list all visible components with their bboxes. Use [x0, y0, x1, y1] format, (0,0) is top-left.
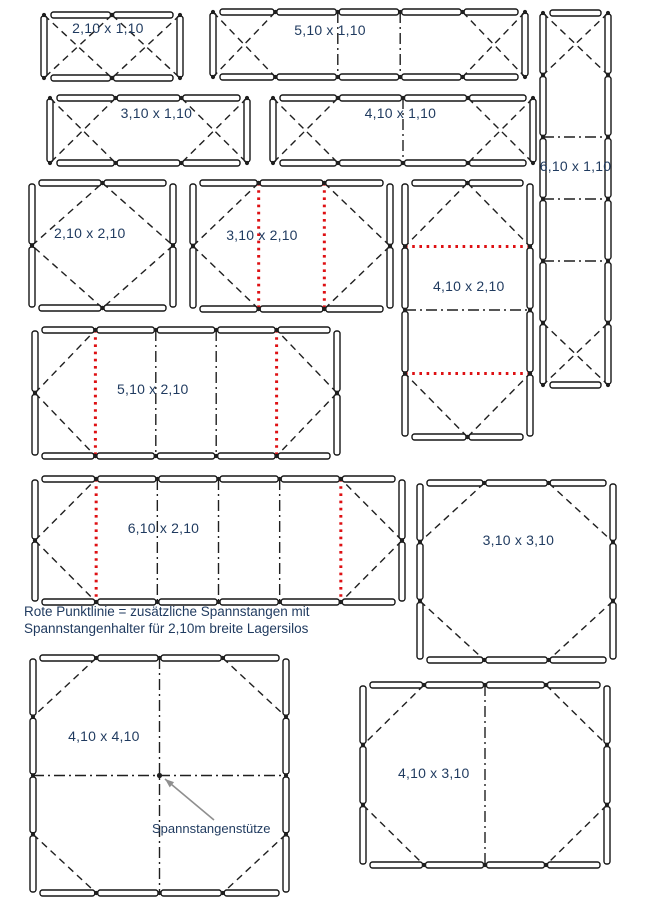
- silo-label-3-10x1-10: 3,10 x 1,10: [120, 104, 193, 121]
- silo-label-3-10x3-10: 3,10 x 3,10: [482, 531, 555, 548]
- silo-label-4-10x3-10: 4,10 x 3,10: [398, 765, 470, 782]
- silo-4-10-x-4-10: [30, 655, 289, 896]
- silo-6-10-x-1-10: [540, 10, 611, 388]
- silo-label-2-10x1-10: 2,10 x 1,10: [72, 19, 144, 36]
- silo-label-2-10x2-10: 2,10 x 2,10: [54, 225, 126, 241]
- silo-label-5-10x1-10: 5,10 x 1,10: [294, 21, 366, 38]
- silo-3-10-x-3-10: [417, 480, 616, 663]
- silo-4-10-x-2-10: [402, 180, 533, 440]
- legend-note-line1: Rote Punktlinie = zusätzliche Spannstangen mit: [24, 604, 310, 619]
- silo-label-6-10x2-10: 6,10 x 2,10: [127, 520, 200, 537]
- silo-label-6-10x1-10: 6,10 x 1,10: [539, 157, 612, 174]
- legend-note-line2: Spannstangenhalter für 2,10m breite Lagersilos: [24, 621, 309, 636]
- spannstangenstuetze-arrow: [165, 779, 214, 820]
- silo-6-10-x-2-10: [32, 476, 405, 605]
- silo-label-4-10x2-10: 4,10 x 2,10: [433, 277, 505, 294]
- spannstangenstuetze-label: Spannstangenstütze: [152, 821, 271, 836]
- silo-label-4-10x4-10: 4,10 x 4,10: [68, 727, 140, 744]
- silo-3-10-x-2-10: [190, 180, 393, 312]
- silo-label-5-10x2-10: 5,10 x 2,10: [117, 381, 189, 398]
- silo-2-10-x-2-10: [29, 180, 176, 311]
- legend-note: [24, 603, 310, 637]
- silo-label-3-10x2-10: 3,10 x 2,10: [226, 226, 298, 243]
- silo-5-10-x-1-10: [210, 9, 528, 80]
- silo-label-4-10x1-10: 4,10 x 1,10: [364, 104, 437, 121]
